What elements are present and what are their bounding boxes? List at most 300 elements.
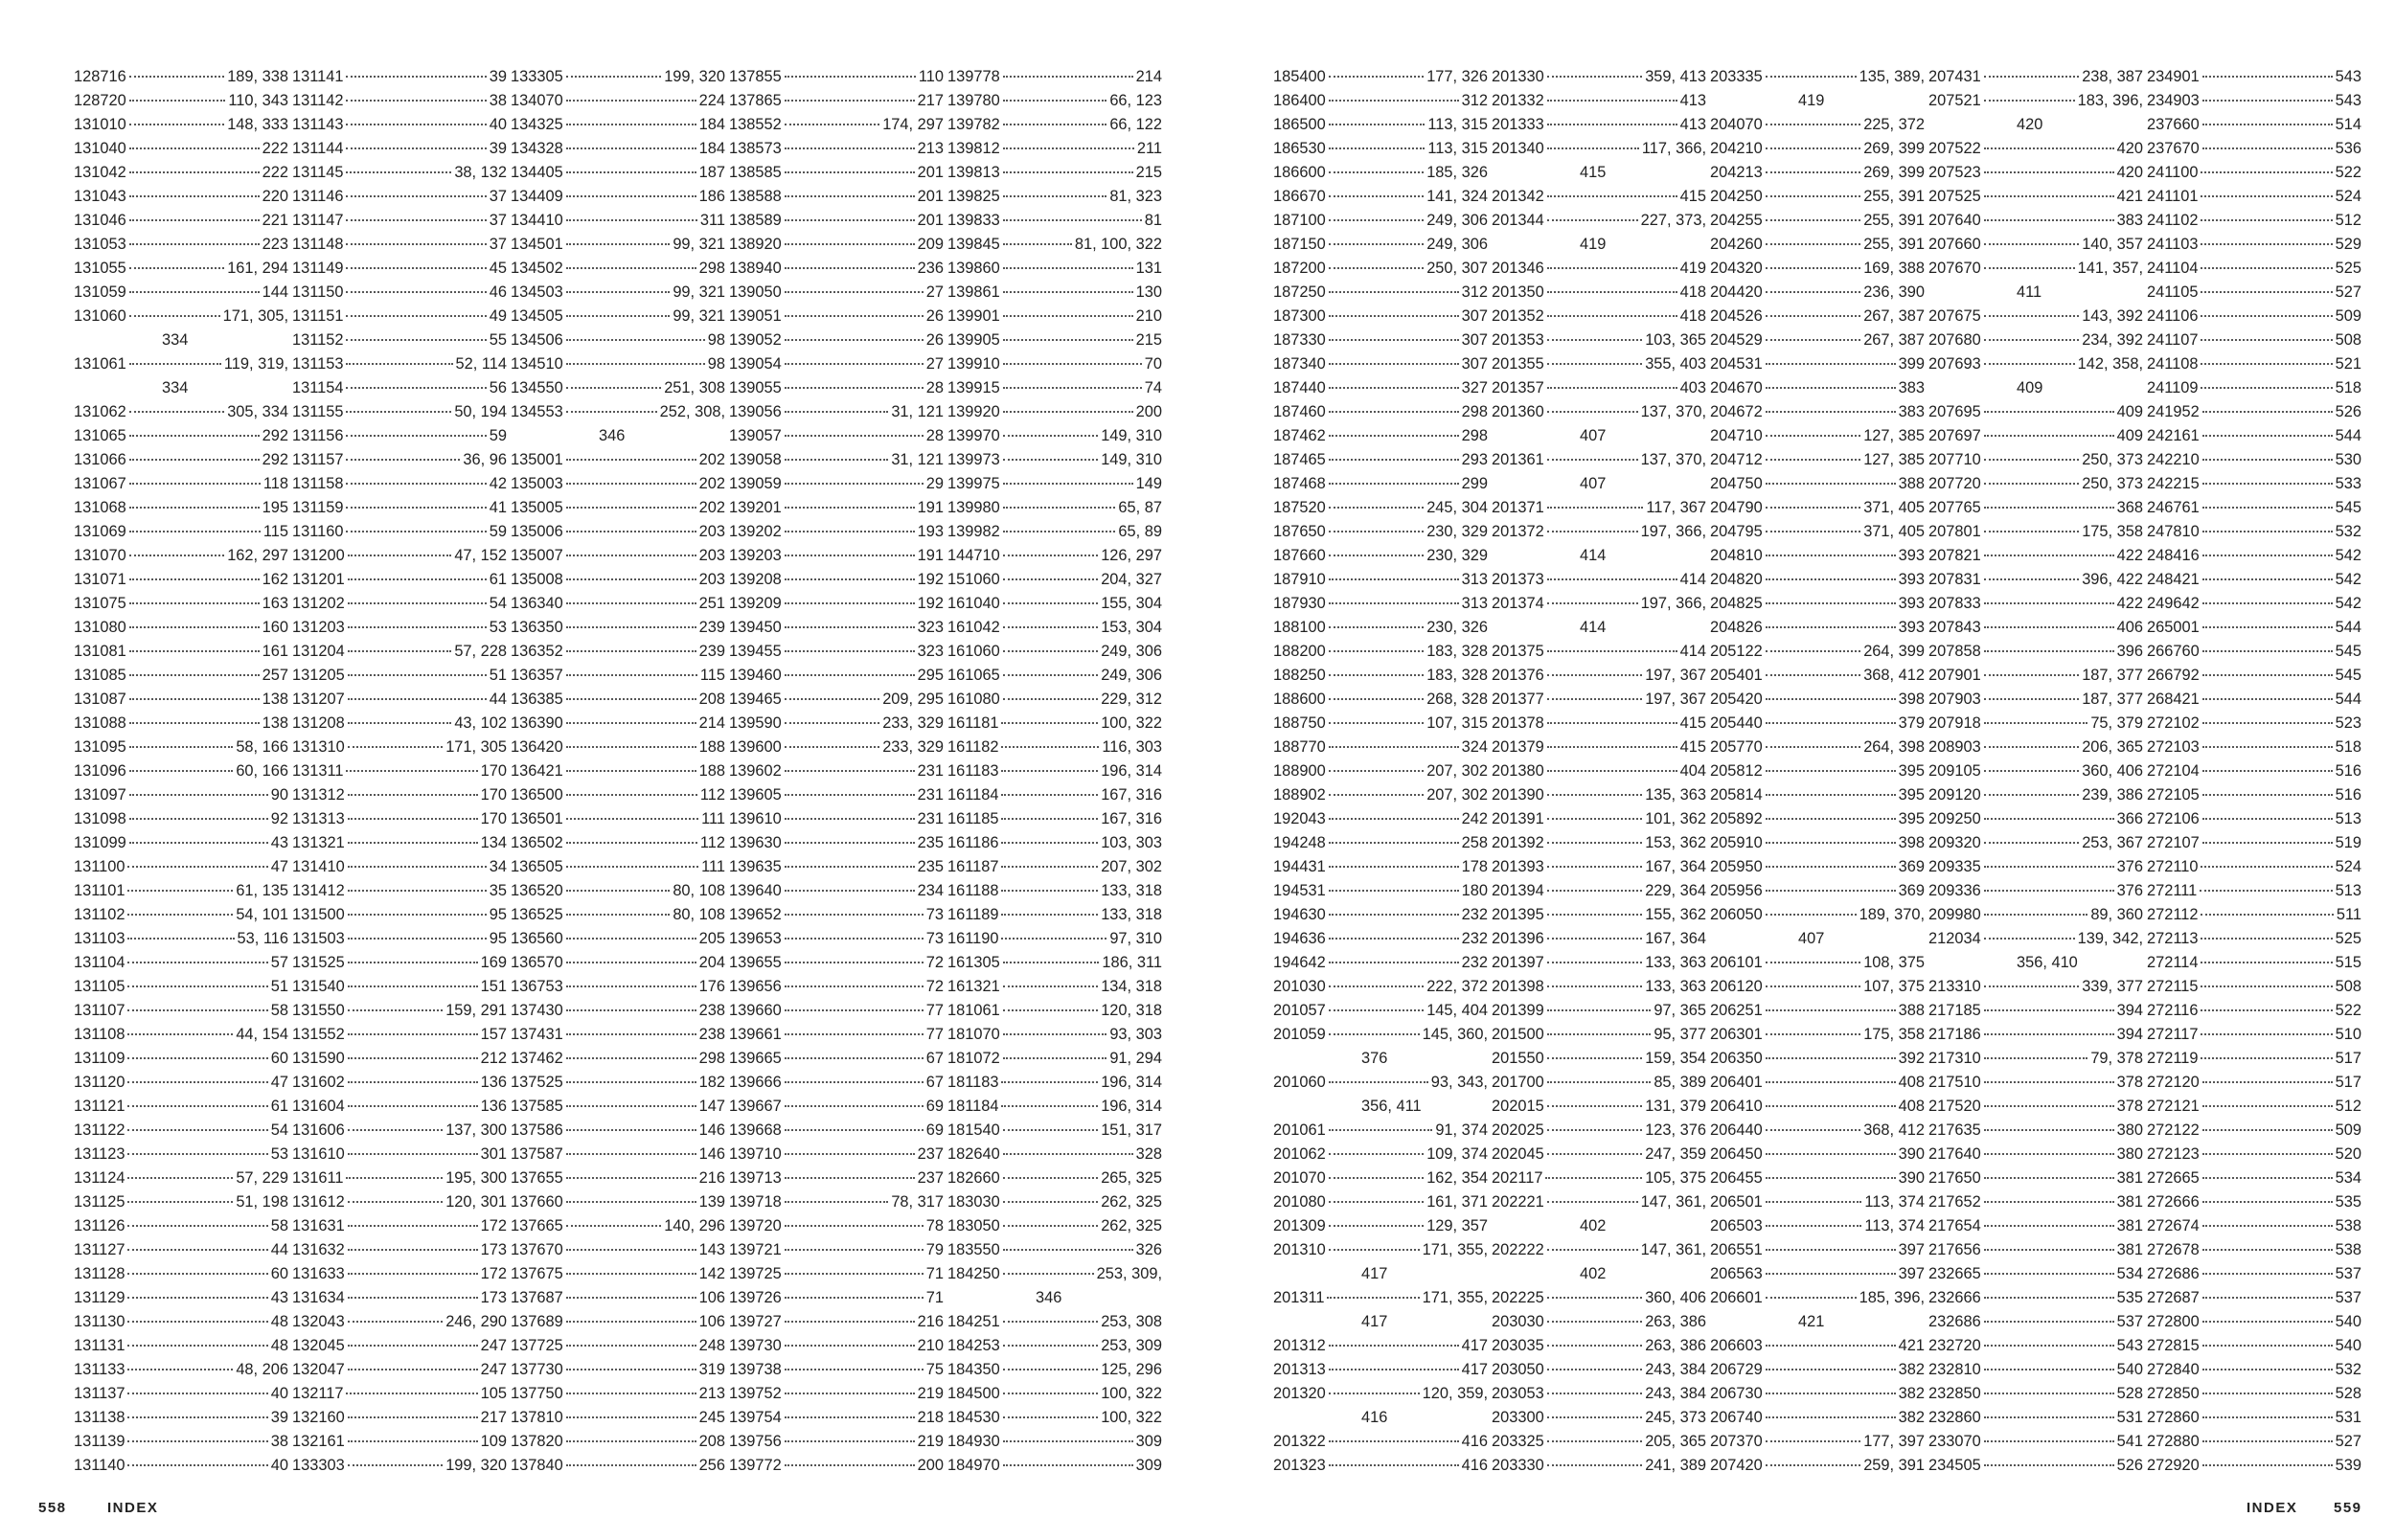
- dot-leader: [785, 124, 879, 125]
- index-entry: [1273, 209, 1488, 233]
- dot-leader: [1766, 1177, 1896, 1179]
- page-references: 207, 302: [1426, 762, 1488, 780]
- page-references: 213: [917, 140, 944, 157]
- index-entry: [292, 520, 507, 544]
- part-number: 203335: [1710, 68, 1763, 85]
- dot-leader: [1003, 1201, 1098, 1203]
- part-number: 272121: [2147, 1098, 2200, 1115]
- page-references: 234: [917, 882, 944, 899]
- index-entry: [1710, 448, 1925, 472]
- dot-leader: [127, 1393, 267, 1394]
- page-references: 543: [2116, 1337, 2143, 1354]
- page-references: 70: [1144, 355, 1162, 373]
- index-entry: [1273, 257, 1488, 281]
- index-entry: [2147, 1071, 2361, 1095]
- index-entry: [947, 113, 1162, 137]
- index-entry: [947, 831, 1162, 855]
- part-number: 204420: [1710, 283, 1763, 301]
- part-number: 131310: [292, 738, 345, 756]
- page-references: 541: [2116, 1433, 2143, 1450]
- part-number: 234901: [2147, 68, 2200, 85]
- part-number: 134405: [511, 164, 563, 181]
- part-number: 201342: [1492, 188, 1544, 205]
- dot-leader: [2201, 866, 2332, 868]
- page-references: 393: [1898, 571, 1925, 588]
- part-number: 207720: [1928, 475, 1981, 492]
- index-entry: [292, 1382, 507, 1406]
- part-number: 139813: [947, 164, 1000, 181]
- part-number: 204526: [1710, 307, 1763, 325]
- index-entry: [1710, 400, 1925, 424]
- dot-leader: [785, 147, 915, 149]
- page-references: 53: [489, 619, 507, 636]
- part-number: 131412: [292, 882, 345, 899]
- index-entry: [1492, 1286, 1706, 1310]
- part-number: 131202: [292, 595, 345, 612]
- page-references: 394: [2116, 1026, 2143, 1043]
- index-entry: [729, 592, 944, 616]
- part-number: 272110: [2147, 858, 2199, 875]
- part-number: 182660: [947, 1169, 1000, 1187]
- page-references: 250, 373: [2082, 451, 2143, 468]
- part-number: 131123: [74, 1145, 125, 1163]
- page-references: 371, 405: [1863, 499, 1925, 516]
- index-entry: [1928, 472, 2143, 496]
- dot-leader: [1329, 842, 1459, 844]
- index-entry: [2147, 233, 2361, 257]
- index-entry: [74, 712, 288, 736]
- dot-leader: [348, 1297, 478, 1299]
- dot-leader: [1329, 1440, 1459, 1442]
- dot-leader: [1766, 507, 1860, 509]
- part-number: 137655: [511, 1169, 563, 1187]
- page-references: 508: [2335, 331, 2361, 349]
- dot-leader: [1329, 1369, 1459, 1370]
- index-entry: [947, 855, 1162, 879]
- index-entry: [74, 352, 288, 376]
- dot-leader: [785, 100, 915, 102]
- page-references: 512: [2335, 212, 2361, 229]
- part-number: 131128: [74, 1265, 125, 1282]
- dot-leader: [1984, 938, 2075, 940]
- index-entry: [729, 1286, 944, 1310]
- dot-leader: [1547, 914, 1642, 916]
- part-number: 185400: [1273, 68, 1326, 85]
- page-references: 534: [2116, 1265, 2143, 1282]
- dot-leader: [1547, 195, 1677, 197]
- page-references: 234, 392: [2082, 331, 2143, 349]
- index-entry: [74, 1023, 288, 1047]
- part-number: 131503: [292, 930, 345, 947]
- index-entry: [292, 759, 507, 783]
- page-references: 38: [270, 1433, 288, 1450]
- index-entry: [292, 1262, 507, 1286]
- part-number: 207522: [1928, 140, 1981, 157]
- page-references: 355, 403: [1645, 355, 1706, 373]
- part-number: 206450: [1710, 1145, 1763, 1163]
- dot-leader: [346, 339, 486, 341]
- index-entry: [2147, 472, 2361, 496]
- part-number: 217656: [1928, 1241, 1981, 1258]
- index-entry: [1710, 233, 1925, 257]
- index-entry: [729, 807, 944, 831]
- dot-leader: [1547, 842, 1642, 844]
- dot-leader: [348, 1129, 443, 1131]
- page-references: 298: [1461, 427, 1488, 444]
- index-column-6: [1273, 65, 1488, 1478]
- dot-leader: [785, 435, 924, 437]
- page-references: 205: [698, 930, 725, 947]
- dot-leader: [1984, 555, 2114, 556]
- dot-leader: [1766, 722, 1896, 724]
- index-entry: [74, 1238, 288, 1262]
- part-number: 209250: [1928, 810, 1981, 827]
- dot-leader: [1547, 315, 1677, 317]
- dot-leader: [2202, 459, 2333, 461]
- part-number: 131207: [292, 691, 345, 708]
- index-entry: [947, 1358, 1162, 1382]
- part-number: 272105: [2147, 786, 2200, 804]
- page-references: 531: [2116, 1409, 2143, 1426]
- dot-leader: [1766, 1249, 1896, 1251]
- page-references: 47: [270, 858, 288, 875]
- part-number: 205420: [1710, 691, 1763, 708]
- page-references: 207, 302: [1426, 786, 1488, 804]
- page-references: 418: [1679, 283, 1706, 301]
- index-entry: [1492, 352, 1706, 376]
- page-references: 113, 315: [1427, 140, 1488, 157]
- index-entry: [74, 472, 288, 496]
- index-entry: [2147, 1286, 2361, 1310]
- dot-leader: [127, 962, 267, 963]
- index-entry: [1710, 1358, 1925, 1382]
- page-references: 204: [698, 954, 725, 971]
- part-number: 131129: [74, 1289, 125, 1306]
- dot-leader: [1003, 1153, 1133, 1155]
- dot-leader: [1984, 578, 2079, 580]
- dot-leader: [127, 1464, 267, 1466]
- page-references: 540: [2335, 1337, 2361, 1354]
- dot-leader: [127, 1273, 267, 1275]
- index-entry: [1492, 137, 1706, 161]
- part-number: 137750: [511, 1385, 563, 1402]
- dot-leader: [566, 555, 696, 556]
- index-entry: [1710, 640, 1925, 664]
- dot-leader: [1547, 1129, 1642, 1131]
- page-references: 207, 302: [1101, 858, 1162, 875]
- dot-leader: [348, 1273, 478, 1275]
- part-number: 139051: [729, 307, 782, 325]
- page-references: 48: [270, 1313, 288, 1330]
- page-references: 177, 397: [1863, 1433, 1925, 1450]
- page-references: 265, 325: [1101, 1169, 1162, 1187]
- index-entry: [947, 1430, 1162, 1454]
- dot-leader: [129, 555, 224, 556]
- dot-leader: [2202, 1225, 2333, 1227]
- index-entry: [729, 448, 944, 472]
- page-references: 60: [270, 1050, 288, 1067]
- index-entry: [1928, 496, 2143, 520]
- index-entry: [2147, 927, 2361, 951]
- index-entry: [1273, 1382, 1488, 1406]
- page-references: 50, 194: [454, 403, 507, 420]
- index-entry: [1928, 1406, 2143, 1430]
- page-references: 140, 357: [2082, 236, 2143, 253]
- part-number: 137689: [511, 1313, 563, 1330]
- dot-leader: [1329, 459, 1459, 461]
- dot-leader: [1003, 387, 1142, 389]
- index-entry: [1492, 736, 1706, 759]
- part-number: 131152: [292, 331, 344, 349]
- dot-leader: [1547, 818, 1642, 820]
- page-references: 61, 135: [236, 882, 288, 899]
- part-number: 134070: [511, 92, 563, 109]
- index-entry: [2147, 400, 2361, 424]
- part-number: 266792: [2147, 667, 2200, 684]
- dot-leader: [566, 219, 697, 221]
- dot-leader: [1003, 1321, 1098, 1323]
- index-entry: [74, 1262, 288, 1286]
- page-references: 78, 317: [891, 1193, 944, 1211]
- part-number: 161321: [947, 978, 1000, 995]
- part-number: 272113: [2147, 930, 2199, 947]
- part-number: 241106: [2147, 307, 2199, 325]
- dot-leader: [1001, 770, 1098, 772]
- index-entry: [74, 568, 288, 592]
- index-entry: [947, 544, 1162, 568]
- page-references: 239, 386: [2082, 786, 2143, 804]
- part-number: 242210: [2147, 451, 2200, 468]
- index-entry: [74, 161, 288, 185]
- dot-leader: [1329, 1464, 1459, 1466]
- page-references: 264, 398: [1863, 738, 1925, 756]
- dot-leader: [1547, 1369, 1642, 1370]
- page-references: 142: [698, 1265, 725, 1282]
- page-references: 141, 324: [1426, 188, 1488, 205]
- dot-leader: [566, 1369, 696, 1370]
- page-references: 209, 295: [882, 691, 944, 708]
- dot-leader: [2202, 722, 2333, 724]
- page-references: 390: [1898, 1145, 1925, 1163]
- part-number: 136502: [511, 834, 563, 851]
- page-references: 390: [1898, 1169, 1925, 1187]
- part-number: 272800: [2147, 1313, 2200, 1330]
- dot-leader: [1329, 1033, 1420, 1035]
- page-references: 73: [925, 906, 944, 923]
- dot-leader: [1766, 411, 1896, 413]
- page-references: 39: [270, 1409, 288, 1426]
- part-number: 139713: [729, 1169, 782, 1187]
- index-entry: [292, 281, 507, 305]
- dot-leader: [785, 842, 915, 844]
- part-number: 137840: [511, 1457, 563, 1474]
- dot-leader: [129, 698, 260, 700]
- index-entry: [729, 233, 944, 257]
- index-entry: [1928, 1238, 2143, 1262]
- index-entry: [1273, 664, 1488, 688]
- dot-leader: [1547, 722, 1677, 724]
- part-number: 131140: [74, 1457, 125, 1474]
- part-number: 137855: [729, 68, 782, 85]
- page-references: 135, 363: [1645, 786, 1706, 804]
- page-references: 512: [2335, 1098, 2361, 1115]
- index-entry: [1710, 1166, 1925, 1190]
- dot-leader: [2202, 1153, 2333, 1155]
- index-entry: [1492, 1310, 1706, 1334]
- dot-leader: [1329, 267, 1424, 269]
- dot-leader: [785, 1345, 915, 1347]
- page-references: 53: [270, 1145, 288, 1163]
- dot-leader: [2201, 914, 2333, 916]
- index-entry: [292, 831, 507, 855]
- part-number: 135005: [511, 499, 563, 516]
- dot-leader: [346, 171, 451, 173]
- part-number: 137586: [511, 1121, 563, 1139]
- part-number: 144710: [947, 547, 1000, 564]
- index-entry: [947, 352, 1162, 376]
- part-number: 201355: [1492, 355, 1544, 373]
- index-entry: [74, 1119, 288, 1143]
- dot-leader: [1327, 1297, 1419, 1299]
- page-references: 31, 121: [891, 403, 944, 420]
- part-number: 187650: [1273, 523, 1326, 540]
- part-number: 207858: [1928, 643, 1981, 660]
- index-entry: [292, 89, 507, 113]
- index-entry: [74, 903, 288, 927]
- page-references: 530: [2335, 451, 2361, 468]
- part-number: 272665: [2147, 1169, 2200, 1187]
- index-entry: [292, 712, 507, 736]
- page-references: 540: [2116, 1361, 2143, 1378]
- page-references: 522: [2335, 1002, 2361, 1019]
- part-number: 131203: [292, 619, 345, 636]
- part-number: 134325: [511, 116, 563, 133]
- dot-leader: [346, 435, 486, 437]
- index-entry: [1492, 376, 1706, 400]
- page-references: 196, 314: [1101, 1074, 1162, 1091]
- dot-leader: [785, 650, 915, 652]
- dot-leader: [1547, 339, 1642, 341]
- dot-leader: [1766, 243, 1860, 245]
- part-number: 131100: [74, 858, 125, 875]
- page-references: 516: [2335, 786, 2361, 804]
- index-entry: [1492, 1119, 1706, 1143]
- index-entry: [729, 1214, 944, 1238]
- index-entry: [1492, 1143, 1706, 1166]
- dot-leader: [1984, 914, 2088, 916]
- page-references: 214: [698, 714, 725, 732]
- dot-leader: [1766, 1464, 1860, 1466]
- dot-leader: [1984, 1201, 2114, 1203]
- dot-leader: [348, 794, 478, 796]
- index-entry: [1492, 927, 1706, 951]
- index-entry: [947, 688, 1162, 712]
- index-entry: [292, 999, 507, 1023]
- index-entry: [1273, 1454, 1488, 1478]
- page-references: 236: [917, 260, 944, 277]
- dot-leader: [1547, 387, 1677, 389]
- index-entry: [1928, 400, 2143, 424]
- dot-leader: [348, 674, 487, 676]
- part-number: 139727: [729, 1313, 782, 1330]
- page-references: 230, 329: [1426, 547, 1488, 564]
- page-references: 167, 316: [1101, 810, 1162, 827]
- index-entry: [511, 233, 725, 257]
- index-entry: [1273, 137, 1488, 161]
- page-references: 142, 358,: [2077, 355, 2143, 373]
- part-number: 139605: [729, 786, 782, 804]
- dot-leader: [1984, 650, 2114, 652]
- dot-leader: [1766, 1369, 1896, 1370]
- page-references: 136: [480, 1098, 507, 1115]
- part-number: 234903: [2147, 92, 2200, 109]
- page-references: 215: [1135, 331, 1162, 349]
- index-entry: [729, 759, 944, 783]
- index-entry: [1710, 352, 1925, 376]
- dot-leader: [1329, 818, 1459, 820]
- page-references: 42: [489, 475, 507, 492]
- dot-leader: [1766, 746, 1860, 748]
- page-references: 201: [917, 164, 944, 181]
- part-number: 136340: [511, 595, 563, 612]
- page-references: 513: [2335, 810, 2361, 827]
- page-references: 381: [2116, 1169, 2143, 1187]
- part-number: 139982: [947, 523, 1000, 540]
- page-references: 312: [1461, 92, 1488, 109]
- index-entry: [729, 1143, 944, 1166]
- part-number: 204529: [1710, 331, 1763, 349]
- index-entry: [2147, 1023, 2361, 1047]
- dot-leader: [1329, 1345, 1459, 1347]
- dot-leader: [129, 267, 224, 269]
- part-number: 137587: [511, 1145, 563, 1163]
- index-entry: [1710, 783, 1925, 807]
- page-references: 167, 364: [1645, 930, 1706, 947]
- index-entry: [729, 568, 944, 592]
- part-number: 204255: [1710, 212, 1763, 229]
- dot-leader: [129, 459, 260, 461]
- page-references: 79, 378: [2090, 1050, 2143, 1067]
- dot-leader: [1003, 507, 1116, 509]
- page-references: 185, 396,: [1859, 1289, 1925, 1306]
- part-number: 139058: [729, 451, 782, 468]
- part-number: 131201: [292, 571, 345, 588]
- dot-leader: [1003, 1369, 1098, 1370]
- page-references: 58, 166: [236, 738, 288, 756]
- part-number: 139661: [729, 1026, 782, 1043]
- index-entry: [2147, 903, 2361, 927]
- dot-leader: [1329, 76, 1424, 78]
- index-entry: [511, 688, 725, 712]
- page-references: 175, 358: [2082, 523, 2143, 540]
- part-number: 136525: [511, 906, 563, 923]
- part-number: 132117: [292, 1385, 344, 1402]
- index-entry: [1710, 688, 1925, 712]
- page-references: 134: [480, 834, 507, 851]
- dot-leader: [1984, 100, 2075, 102]
- part-number: 131069: [74, 523, 126, 540]
- part-number: 207695: [1928, 403, 1981, 420]
- part-number: 187520: [1273, 499, 1326, 516]
- index-entry: [1492, 999, 1706, 1023]
- page-references: 27: [925, 355, 944, 373]
- index-entry: [729, 113, 944, 137]
- index-entry: [729, 831, 944, 855]
- part-number: 201310: [1273, 1241, 1326, 1258]
- page-references: 202: [698, 499, 725, 516]
- index-entry: [292, 807, 507, 831]
- part-number: 206563: [1710, 1265, 1763, 1282]
